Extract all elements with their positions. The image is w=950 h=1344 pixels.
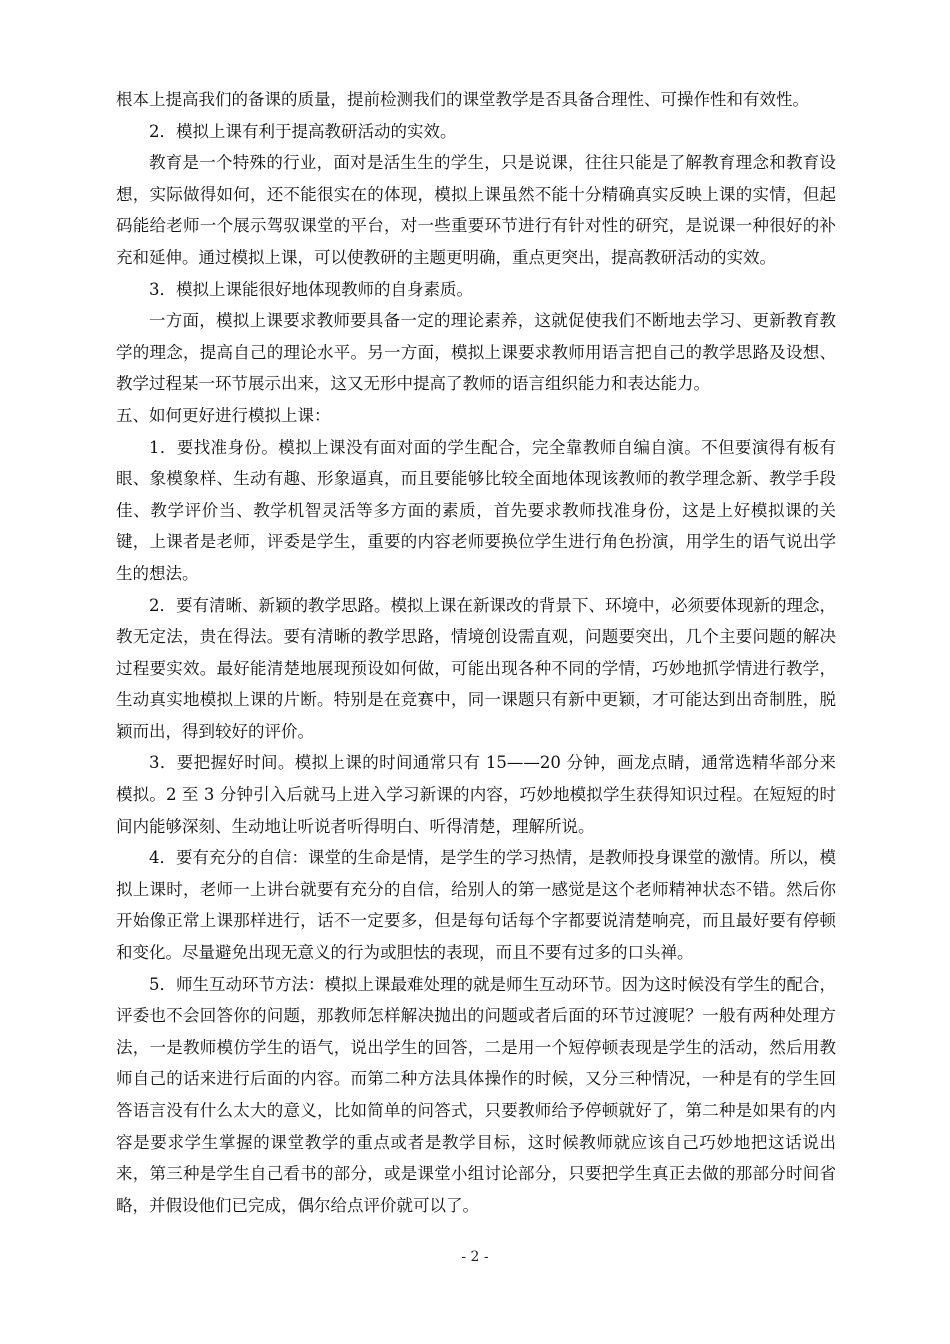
section-heading-five: 五、如何更好进行模拟上课： xyxy=(116,405,331,425)
paragraph-identity: 1．要找准身份。模拟上课没有面对面的学生配合，完全靠教师自编自演。不但要演得有板有眼、象模象样、生动有趣、形象逼真，而且要能够比较全面地体现该教师的教学理念新、教学手段佳、教学评价当、教学机智灵活等多方面的素质，首先要求教师找准身份，这是上好模拟课的关键，上课者是老师，评委是学生，重要的内容老师要换位学生进行角色扮演，用学生的语气说出学生的想法。 xyxy=(116,437,836,583)
paragraph-theory: 一方面，模拟上课要求教师要具备一定的理论素养，这就促使我们不断地去学习、更新教育教学的理念，提高自己的理论水平。另一方面，模拟上课要求教师用语言把自己的教学思路及设想、教学过程某一环节展示出来，这又无形中提高了教师的语言组织能力和表达能力。 xyxy=(116,311,836,394)
paragraph-interaction: 5．师生互动环节方法：模拟上课最难处理的就是师生互动环节。因为这时候没有学生的配合，评委也不会回答你的问题，那教师怎样解决抛出的问题或者后面的环节过渡呢？一般有两种处理方法，一是教师模仿学生的语气，说出学生的回答，二是用一个短停顿表现是学生的活动，然后用教师自己的话来进行后面的内容。而第二种方法具体操作的时候，又分三种情况，一种是有的学生回答语言没有什么太大的意义，比如简单的问答式，只要教师给予停顿就好了，第二种是如果有的内容是要求学生掌握的课堂教学的重点或者是教学目标，这时候教师就应该自己巧妙地把这话说出来，第三种是学生自己看书的部分，或是课堂小组讨论部分，只要把学生真正去做的那部分时间省略，并假设他们已完成，偶尔给点评价就可以了。 xyxy=(116,974,836,1215)
paragraph-confidence: 4．要有充分的自信：课堂的生命是情，是学生的学习热情，是教师投身课堂的激情。所以，模拟上课时，老师一上讲台就要有充分的自信，给别人的第一感觉是这个老师精神状态不错。然后你开始像正常上课那样进行，话不一定要多，但是每句话每个字都要说清楚响亮，而且最好要有停顿和变化。尽量避免出现无意义的行为或胆怯的表现，而且不要有过多的口头禅。 xyxy=(116,848,836,963)
subheading-point-2: 2．模拟上课有利于提高教研活动的实效。 xyxy=(149,121,457,141)
page-number: - 2 - xyxy=(461,1249,489,1265)
paragraph-continuation: 根本上提高我们的备课的质量，提前检测我们的课堂教学是否具备合理性、可操作性和有效性。 xyxy=(116,90,809,109)
body-text xyxy=(116,84,836,1221)
paragraph-teaching-ideas: 2．要有清晰、新颖的教学思路。模拟上课在新课改的背景下、环境中，必须要体现新的理念，教无定法，贵在得法。要有清晰的教学思路，情境创设需直观，问题要突出，几个主要问题的解决过程要实效。最好能清楚地展现预设如何做，可能出现各种不同的学情，巧妙地抓学情进行教学，生动真实地模拟上课的片断。特别是在竞赛中，同一课题只有新中更颖，才可能达到出奇制胜，脱颖而出，得到较好的评价。 xyxy=(116,595,836,741)
subheading-point-3: 3．模拟上课能很好地体现教师的自身素质。 xyxy=(149,279,473,299)
paragraph-time: 3．要把握好时间。模拟上课的时间通常只有 15——20 分钟，画龙点睛，通常选精华部分来模拟。2 至 3 分钟引入后就马上进入学习新课的内容，巧妙地模拟学生获得知识过程。在短短的时间内能够深刻、生动地让听说者听得明白、听得清楚，理解所说。 xyxy=(116,753,836,836)
paragraph-education: 教育是一个特殊的行业，面对是活生生的学生，只是说课，往往只能是了解教育理念和教育设想，实际做得如何，还不能很实在的体现，模拟上课虽然不能十分精确真实反映上课的实情，但起码能给老师一个展示驾驭课堂的平台，对一些重要环节进行有针对性的研究，是说课一种很好的补充和延伸。通过模拟上课，可以使教研的主题更明确，重点更突出，提高教研活动的实效。 xyxy=(116,153,836,267)
